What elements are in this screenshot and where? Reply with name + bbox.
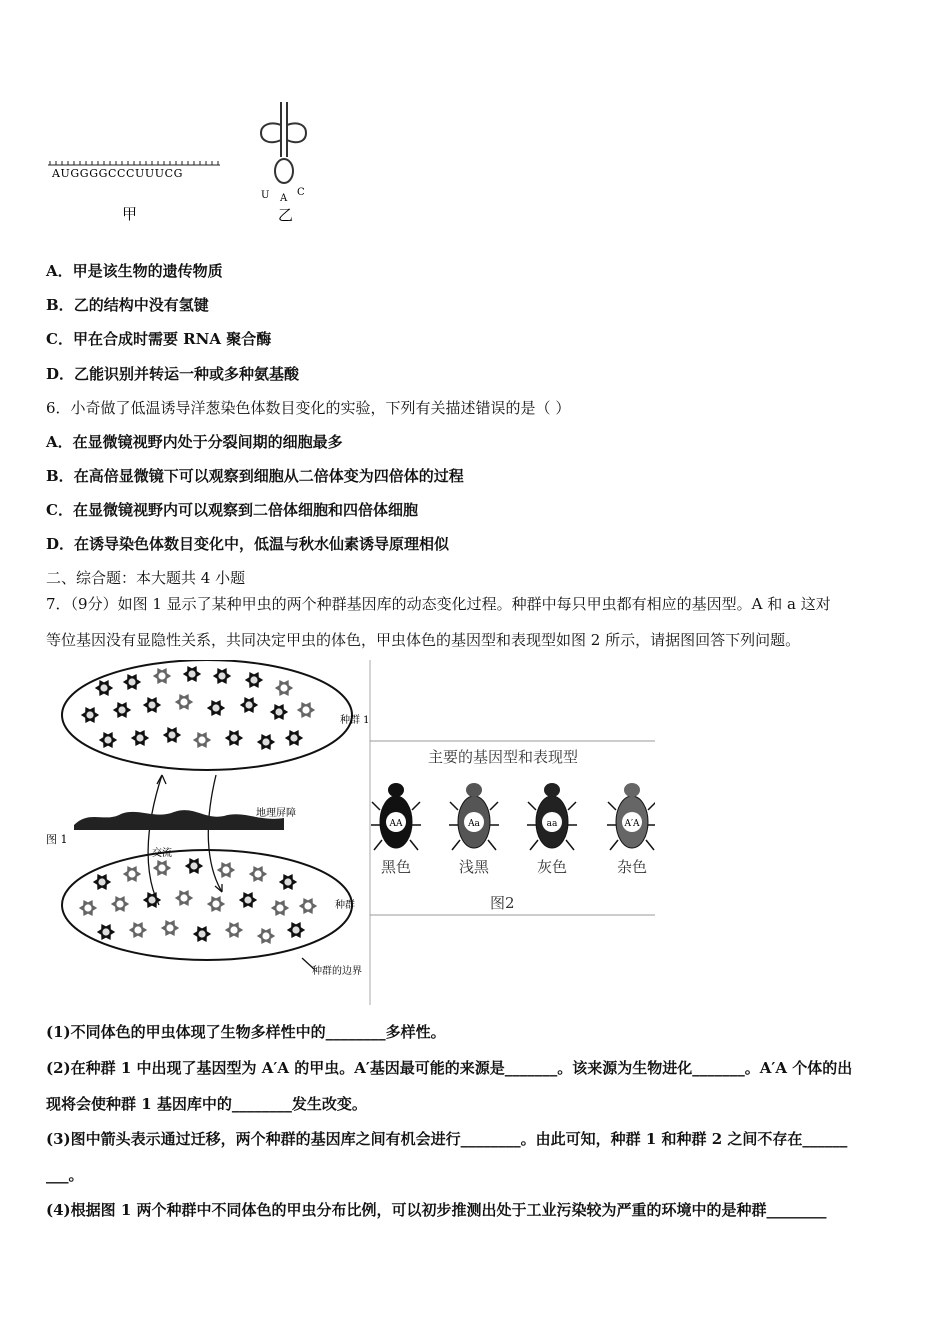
beetle-icon (217, 862, 235, 878)
beetle-icon (193, 926, 211, 942)
q7-sub4: (4)根据图 1 两个种群中不同体色的甲虫分布比例，可以初步推测出处于工业污染较为严重的环境中的是种群________ (46, 1201, 827, 1219)
beetle-icon (287, 922, 305, 938)
mrna-strand (48, 161, 220, 165)
q7-sub1: (1)不同体色的甲虫体现了生物多样性中的________多样性。 (46, 1023, 446, 1041)
genotype-label: Aa (468, 819, 480, 829)
fig2-beetle-3 (527, 783, 577, 876)
beetle-icon (285, 730, 303, 746)
beetle-icon (279, 874, 297, 890)
anticodon-u: U (261, 190, 270, 201)
q5-option-a: A．甲是该生物的遗传物质 (46, 262, 223, 280)
q7-sub2-line2: 现将会使种群 1 基因库中的________发生改变。 (46, 1095, 367, 1113)
phenotype-label: 浅黑 (458, 858, 490, 876)
beetle-icon (129, 922, 147, 938)
figure-rna-jia-yi (40, 95, 330, 230)
beetle-icon (153, 860, 171, 876)
beetle-icon (271, 900, 289, 916)
fig2-beetle-1 (371, 783, 421, 876)
beetle-icon (111, 896, 129, 912)
beetle-icon (249, 866, 267, 882)
beetle-icon (245, 672, 263, 688)
beetle-icon (183, 666, 201, 682)
beetle-icon (275, 680, 293, 696)
beetle-icon (193, 732, 211, 748)
beetle-icon (79, 900, 97, 916)
figure-2-genotypes (370, 740, 655, 916)
beetle-icon (131, 730, 149, 746)
q7-stem-line2: 等位基因没有显隐性关系，共同决定甲虫的体色，甲虫体色的基因型和表现型如图 2 所示，请据图回答下列问题。 (46, 631, 801, 649)
exchange-label: 交流 (152, 848, 172, 859)
beetle-icon (185, 858, 203, 874)
section2-title: 二、综合题：本大题共 4 小题 (46, 569, 246, 587)
q5-option-d: D．乙能识别并转运一种或多种氨基酸 (46, 365, 300, 383)
beetle-icon (143, 892, 161, 908)
fig2-beetle-4 (607, 783, 655, 876)
trna-cloverleaf (261, 102, 306, 183)
fig2-beetle-2 (449, 783, 499, 876)
q6-option-d: D．在诱导染色体数目变化中，低温与秋水仙素诱导原理相似 (46, 535, 450, 553)
beetle-icon (175, 694, 193, 710)
fig1-label: 图 1 (46, 833, 68, 846)
label-yi: 乙 (278, 206, 294, 224)
mrna-sequence: AUGGGGCCCUUUCG (52, 167, 184, 180)
beetle-icon (97, 924, 115, 940)
beetle-icon (81, 707, 99, 723)
beetle-icon (123, 866, 141, 882)
beetle-icon (297, 702, 315, 718)
beetle-icon (163, 727, 181, 743)
fig2-title: 主要的基因型和表现型 (428, 748, 579, 766)
beetle-icon (95, 680, 113, 696)
q6-option-b: B．在高倍显微镜下可以观察到细胞从二倍体变为四倍体的过程 (46, 467, 464, 485)
phenotype-label: 杂色 (616, 858, 648, 876)
pop2-label: 种群 (335, 900, 355, 911)
phenotype-label: 黑色 (380, 858, 412, 876)
beetle-icon (123, 674, 141, 690)
q7-sub3-line2: ___。 (46, 1166, 84, 1184)
label-jia: 甲 (122, 205, 138, 223)
pop1-label: 种群 1 (340, 715, 370, 726)
beetle-icon (257, 928, 275, 944)
q6-stem: 6．小奇做了低温诱导洋葱染色体数目变化的实验，下列有关描述错误的是（ ） (46, 399, 571, 417)
beetle-icon (207, 896, 225, 912)
geographic-barrier (74, 810, 284, 830)
beetle-icon (240, 697, 258, 713)
beetle-icon (257, 734, 275, 750)
anticodon-a: A (280, 193, 288, 204)
beetle-icon (225, 922, 243, 938)
beetle-icon (143, 697, 161, 713)
beetle-icon (113, 702, 131, 718)
genotype-label: AA (389, 819, 403, 829)
beetle-icon (225, 730, 243, 746)
barrier-label: 地理屏障 (256, 808, 296, 819)
q7-sub3-line1: (3)图中箭头表示通过迁移，两个种群的基因库之间有机会进行________。由此可知，种群 1 和种群 2 之间不存在______ (46, 1130, 848, 1148)
beetle-icon (299, 898, 317, 914)
exchange-arrow-left (148, 775, 162, 905)
anticodon-c: C (297, 187, 305, 198)
q5-option-b: B．乙的结构中没有氢键 (46, 296, 209, 314)
beetle-icon (175, 890, 193, 906)
genotype-label: A′A (624, 819, 640, 829)
fig2-label: 图2 (490, 894, 515, 912)
beetle-icon (270, 704, 288, 720)
phenotype-label: 灰色 (536, 858, 568, 876)
beetle-icon (161, 920, 179, 936)
beetle-icon (239, 892, 257, 908)
boundary-label: 种群的边界 (312, 966, 362, 977)
beetle-icon (99, 732, 117, 748)
beetle-icon (207, 700, 225, 716)
figure-1-populations (44, 660, 374, 1005)
genotype-label: aa (546, 819, 558, 829)
q6-option-c: C．在显微镜视野内可以观察到二倍体细胞和四倍体细胞 (46, 501, 418, 519)
beetle-icon (213, 668, 231, 684)
exchange-arrow-right (208, 775, 222, 892)
q7-sub2-line1: (2)在种群 1 中出现了基因型为 A′A 的甲虫。A′基因最可能的来源是_______。该来源为生物进化_______。A′A 个体的出 (46, 1059, 853, 1077)
beetle-icon (153, 668, 171, 684)
q5-option-c: C．甲在合成时需要 RNA 聚合酶 (46, 330, 272, 348)
q6-option-a: A．在显微镜视野内处于分裂间期的细胞最多 (46, 433, 343, 451)
q7-stem-line1: 7．（9分）如图 1 显示了某种甲虫的两个种群基因库的动态变化过程。种群中每只甲虫都有相应的基因型。A 和 a 这对 (46, 595, 831, 613)
beetle-icon (93, 874, 111, 890)
